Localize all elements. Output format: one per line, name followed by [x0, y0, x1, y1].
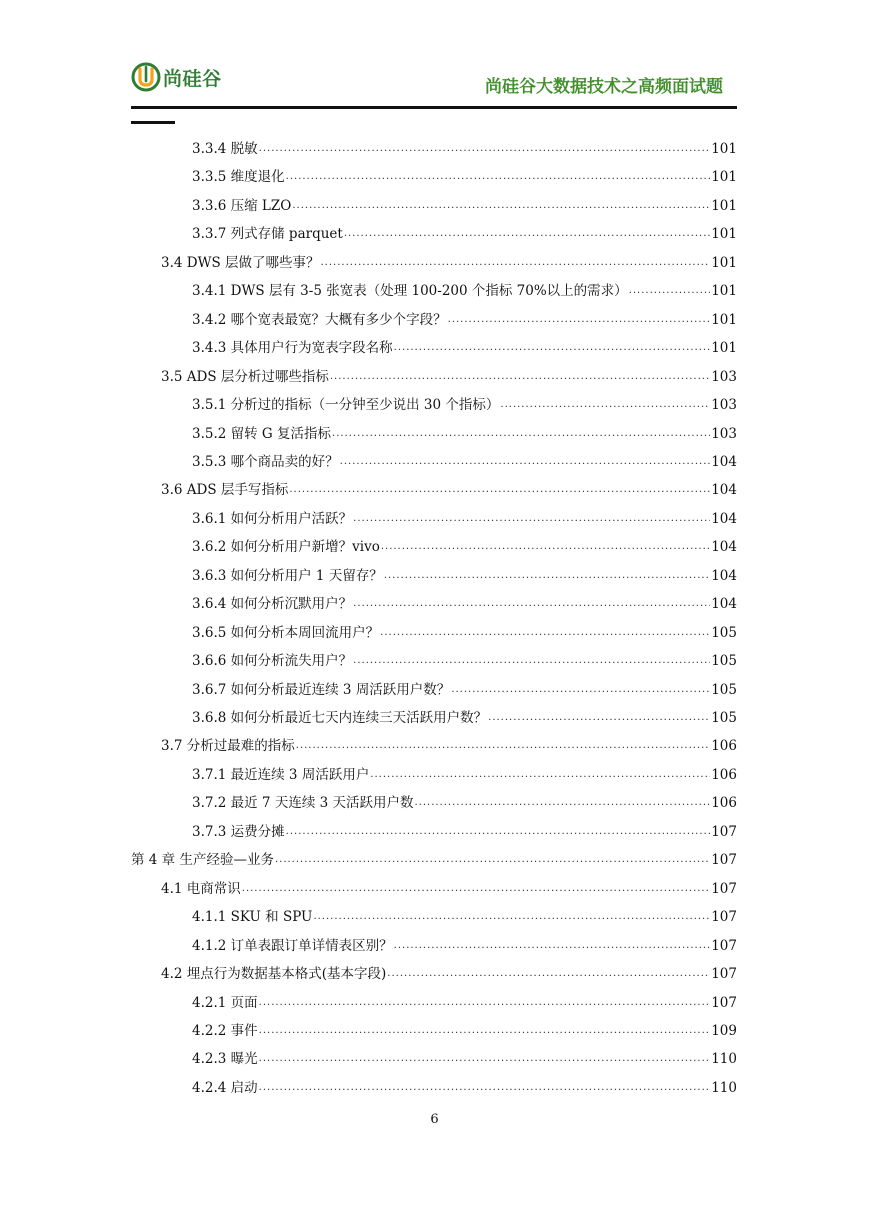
toc-entry-page: 107 [711, 852, 737, 869]
toc-dot-leader [259, 140, 711, 158]
toc-entry-page: 104 [711, 596, 737, 613]
toc-entry[interactable] [192, 648, 737, 670]
toc-entry-page: 110 [711, 1051, 737, 1068]
toc-entry[interactable] [192, 762, 737, 784]
toc-entry-page: 106 [711, 738, 737, 755]
toc-dot-leader [353, 652, 710, 670]
toc-dot-leader [259, 1079, 711, 1097]
toc-entry-label: 3.7.1 最近连续 3 周活跃用户 [192, 766, 370, 783]
toc-entry-page: 103 [711, 397, 737, 414]
toc-dot-leader [500, 396, 710, 414]
toc-entry-page: 101 [711, 311, 737, 328]
toc-entry[interactable] [192, 933, 737, 955]
toc-dot-leader [242, 880, 710, 898]
toc-entry-label: 第 4 章 生产经验—业务 [131, 852, 274, 869]
toc-dot-leader [321, 254, 711, 272]
toc-entry-page: 107 [711, 937, 737, 954]
toc-dot-leader [340, 453, 711, 471]
toc-dot-leader [286, 823, 711, 841]
toc-entry-label: 3.6.5 如何分析本周回流用户？ [192, 624, 380, 641]
toc-entry[interactable] [192, 563, 737, 585]
logo-text: 尚硅谷 [163, 67, 222, 90]
toc-entry[interactable] [192, 591, 737, 613]
logo-icon [131, 62, 161, 92]
toc-entry-label: 3.4.2 哪个宽表最宽？大概有多少个字段？ [192, 311, 447, 328]
toc-entry[interactable] [192, 677, 737, 699]
toc-entry[interactable] [192, 193, 737, 215]
toc-entry[interactable] [192, 307, 737, 329]
header-rule [131, 106, 737, 109]
toc-entry[interactable] [161, 364, 737, 386]
toc-entry-page: 101 [711, 340, 737, 357]
toc-entry-label: 3.6.7 如何分析最近连续 3 周活跃用户数？ [192, 681, 451, 698]
toc-entry-label: 3.7 分析过最难的指标 [161, 738, 295, 755]
toc-dot-leader [259, 994, 711, 1012]
toc-entry[interactable] [161, 876, 737, 898]
toc-entry-page: 104 [711, 539, 737, 556]
toc-entry[interactable] [192, 1046, 737, 1068]
toc-entry-label: 4.2.4 启动 [192, 1079, 258, 1096]
toc-entry[interactable] [192, 790, 737, 812]
toc-entry[interactable] [192, 136, 737, 158]
toc-entry-page: 101 [711, 141, 737, 157]
toc-entry-label: 4.1.1 SKU 和 SPU [192, 909, 313, 926]
toc-dot-leader [488, 709, 710, 727]
toc-entry-label: 4.1.2 订单表跟订单详情表区别？ [192, 937, 393, 954]
toc-entry-page: 109 [711, 1022, 737, 1039]
toc-entry-page: 107 [711, 966, 737, 983]
toc-entry[interactable] [192, 1075, 737, 1097]
toc-entry-label: 3.4 DWS 层做了哪些事？ [161, 254, 320, 271]
toc-entry[interactable] [192, 1018, 737, 1040]
toc-dot-leader [448, 311, 711, 329]
toc-entry[interactable] [192, 449, 737, 471]
toc-entry-label: 4.2.2 事件 [192, 1022, 258, 1039]
toc-entry-label: 3.4.1 DWS 层有 3-5 张宽表（处理 100-200 个指标 70%以上的需求） [192, 283, 628, 300]
toc-entry-page: 101 [711, 283, 737, 300]
toc-entry[interactable] [192, 221, 737, 243]
toc-entry-label: 3.3.5 维度退化 [192, 169, 285, 186]
toc-entry-label: 3.6.8 如何分析最近七天内连续三天活跃用户数？ [192, 710, 488, 726]
document-title: 尚硅谷大数据技术之高频面试题 [485, 77, 723, 97]
toc-entry[interactable] [161, 733, 737, 755]
toc-dot-leader [394, 339, 711, 357]
toc-entry-page: 105 [711, 653, 737, 670]
toc-entry[interactable] [192, 506, 737, 528]
toc-entry-page: 107 [711, 994, 737, 1011]
toc-entry-page: 105 [711, 681, 737, 698]
toc-entry[interactable] [192, 620, 737, 642]
toc-entry-label: 3.3.7 列式存储 parquet [192, 226, 343, 243]
toc-dot-leader [414, 794, 710, 812]
toc-dot-leader [292, 197, 710, 215]
toc-dot-leader [394, 937, 711, 955]
toc-entry-label: 3.6.2 如何分析用户新增？vivo [192, 539, 380, 556]
toc-entry-label: 3.5.3 哪个商品卖的好？ [192, 453, 339, 470]
toc-entry-label: 3.6.6 如何分析流失用户？ [192, 653, 353, 670]
toc-dot-leader [353, 510, 710, 528]
toc-entry-label: 4.1 电商常识 [161, 880, 241, 897]
toc-entry[interactable] [192, 534, 737, 556]
toc-entry[interactable] [131, 847, 737, 869]
toc-entry-page: 105 [711, 624, 737, 641]
page-number: 6 [430, 1112, 439, 1127]
toc-entry-page: 104 [711, 567, 737, 584]
toc-entry-page: 106 [711, 766, 737, 783]
toc-entry[interactable] [161, 250, 737, 272]
toc-entry[interactable] [161, 961, 737, 983]
toc-entry[interactable] [192, 990, 737, 1012]
toc-entry-page: 105 [711, 710, 737, 726]
toc-dot-leader [259, 1050, 711, 1068]
toc-dot-leader [286, 168, 711, 186]
toc-entry[interactable] [192, 819, 737, 841]
toc-dot-leader [275, 851, 710, 869]
toc-entry-page: 106 [711, 795, 737, 812]
toc-entry-label: 3.4.3 具体用户行为宽表字段名称 [192, 340, 393, 357]
toc-entry-label: 3.6.1 如何分析用户活跃？ [192, 510, 353, 527]
toc-dot-leader [387, 965, 710, 983]
toc-entry-page: 101 [711, 226, 737, 243]
toc-entry-page: 104 [711, 453, 737, 470]
toc-entry-label: 3.7.3 运费分摊 [192, 823, 285, 840]
toc-entry-label: 4.2 埋点行为数据基本格式(基本字段) [161, 966, 387, 983]
toc-dot-leader [629, 282, 711, 300]
toc-entry-label: 3.3.6 压缩 LZO [192, 197, 292, 214]
toc-entry[interactable] [161, 477, 737, 499]
toc-entry-page: 107 [711, 880, 737, 897]
toc-entry-label: 4.2.3 曝光 [192, 1051, 258, 1068]
toc-dot-leader [330, 368, 710, 386]
toc-entry-label: 3.7.2 最近 7 天连续 3 天活跃用户数 [192, 795, 414, 812]
toc-entry-label: 3.3.4 脱敏 [192, 141, 258, 157]
toc-entry-label: 3.6.4 如何分析沉默用户？ [192, 596, 353, 613]
toc-entry-page: 101 [711, 197, 737, 214]
toc-entry-page: 101 [711, 169, 737, 186]
toc-entry[interactable] [192, 164, 737, 186]
toc-dot-leader [353, 595, 710, 613]
logo [131, 60, 222, 94]
toc-dot-leader [380, 624, 710, 642]
toc-entry-page: 107 [711, 823, 737, 840]
toc-entry-label: 4.2.1 页面 [192, 994, 258, 1011]
toc-entry[interactable] [192, 904, 737, 926]
toc-entry-label: 3.6 ADS 层手写指标 [161, 482, 289, 499]
toc-entry[interactable] [192, 421, 737, 443]
toc-entry-page: 107 [711, 909, 737, 926]
toc-dot-leader [296, 737, 710, 755]
toc-dot-leader [370, 766, 710, 784]
toc-entry-label: 3.5.1 分析过的指标（一分钟至少说出 30 个指标） [192, 397, 500, 414]
toc-dot-leader [344, 225, 710, 243]
toc-entry-page: 104 [711, 482, 737, 499]
toc-entry[interactable] [192, 278, 737, 300]
toc-entry[interactable] [192, 705, 737, 727]
toc-dot-leader [259, 1022, 711, 1040]
page-header [0, 0, 869, 130]
toc-dot-leader [332, 425, 710, 443]
toc-entry-label: 3.5 ADS 层分析过哪些指标 [161, 368, 329, 385]
toc-entry[interactable] [192, 392, 737, 414]
toc-dot-leader [313, 908, 710, 926]
toc-entry-page: 103 [711, 368, 737, 385]
header-rule-short [131, 121, 175, 124]
toc-entry-label: 3.5.2 留转 G 复活指标 [192, 425, 332, 442]
toc-entry-page: 110 [711, 1079, 737, 1096]
toc-entry-page: 101 [711, 254, 737, 271]
toc-dot-leader [384, 567, 710, 585]
toc-entry-label: 3.6.3 如何分析用户 1 天留存？ [192, 567, 383, 584]
toc-dot-leader [289, 481, 710, 499]
toc-entry[interactable] [192, 335, 737, 357]
toc-entry-page: 103 [711, 425, 737, 442]
toc-dot-leader [381, 538, 710, 556]
toc-entry-page: 104 [711, 510, 737, 527]
toc-dot-leader [451, 681, 710, 699]
